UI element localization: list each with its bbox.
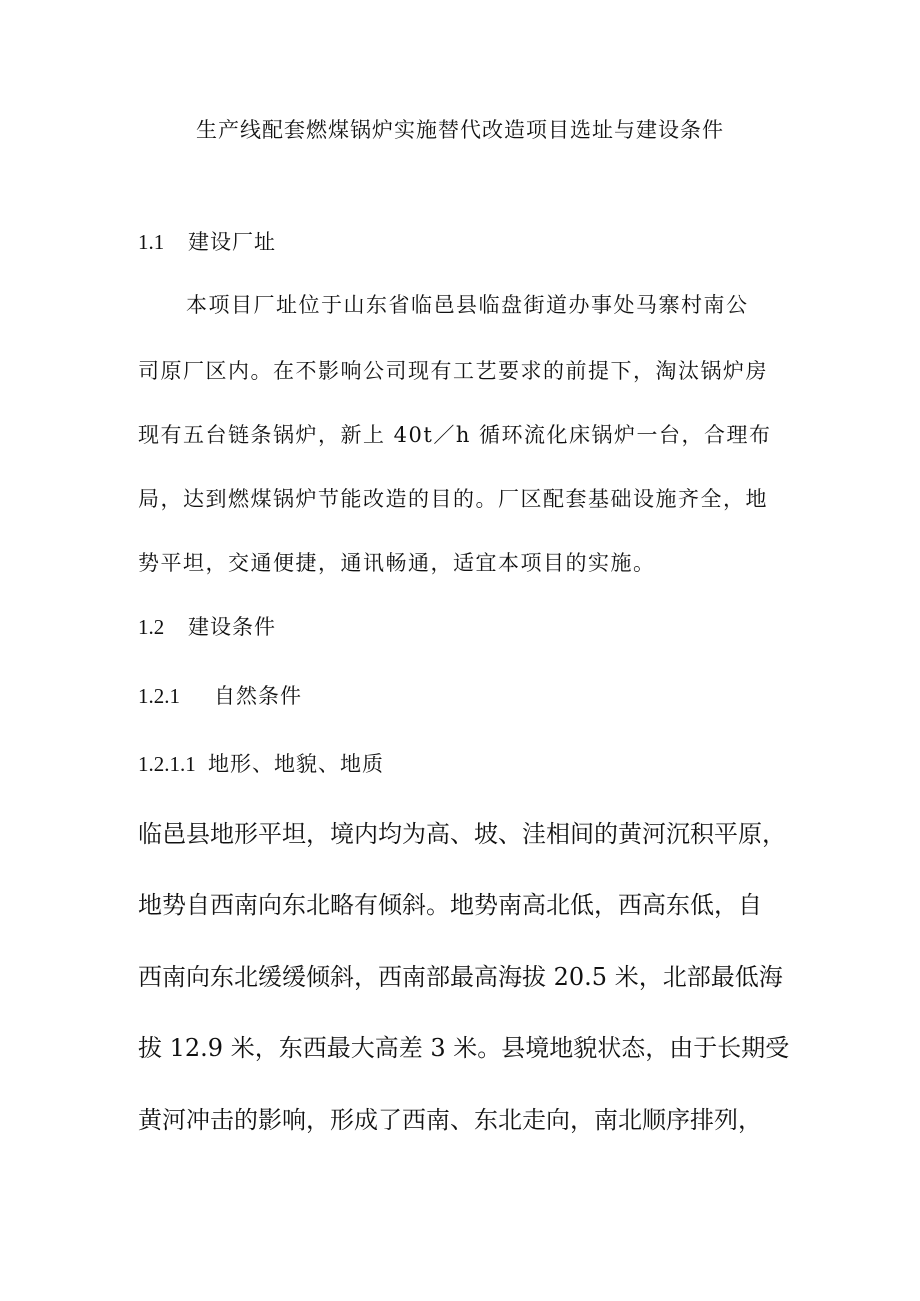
- paragraph-line: 西南向东北缓缓倾斜，西南部最高海拔 20.5 米，北部最低海: [138, 963, 783, 991]
- paragraph-line: 地势自西南向东北略有倾斜。地势南高北低，西高东低，自: [138, 891, 762, 919]
- paragraph-line: 现有五台链条锅炉，新上 40t／h 循环流化床锅炉一台，合理布: [138, 423, 772, 447]
- section-heading-1-2-1-1: [138, 748, 384, 778]
- section-heading-1-1: [138, 226, 276, 256]
- paragraph-line: 临邑县地形平坦，境内均为高、坡、洼相间的黄河沉积平原，: [138, 820, 786, 848]
- section-title: 建设条件: [188, 615, 276, 639]
- paragraph-line: 黄河冲击的影响，形成了西南、东北走向，南北顺序排列，: [138, 1106, 762, 1134]
- section-title: 自然条件: [214, 684, 302, 708]
- section-title: 地形、地貌、地质: [208, 752, 384, 776]
- section-number: 1.1: [138, 230, 165, 254]
- paragraph-line: 势平坦，交通便捷，通讯畅通，适宜本项目的实施。: [138, 551, 656, 575]
- paragraph-line: 司原厂区内。在不影响公司现有工艺要求的前提下，淘汰锅炉房: [138, 359, 768, 383]
- section-number: 1.2.1: [138, 684, 180, 708]
- section-title: 建设厂址: [188, 230, 276, 254]
- section-heading-1-2: [138, 611, 276, 641]
- section-number: 1.2: [138, 615, 165, 639]
- section-number: 1.2.1.1: [138, 752, 196, 776]
- paragraph-line: 局，达到燃煤锅炉节能改造的目的。厂区配套基础设施齐全，地: [138, 487, 768, 511]
- paragraph-line: 拔 12.9 米，东西最大高差 3 米。县境地貌状态，由于长期受: [138, 1034, 790, 1062]
- paragraph-line: 本项目厂址位于山东省临邑县临盘街道办事处马寨村南公: [186, 293, 749, 317]
- section-heading-1-2-1: [138, 680, 302, 710]
- document-title: 生产线配套燃煤锅炉实施替代改造项目选址与建设条件: [196, 118, 724, 142]
